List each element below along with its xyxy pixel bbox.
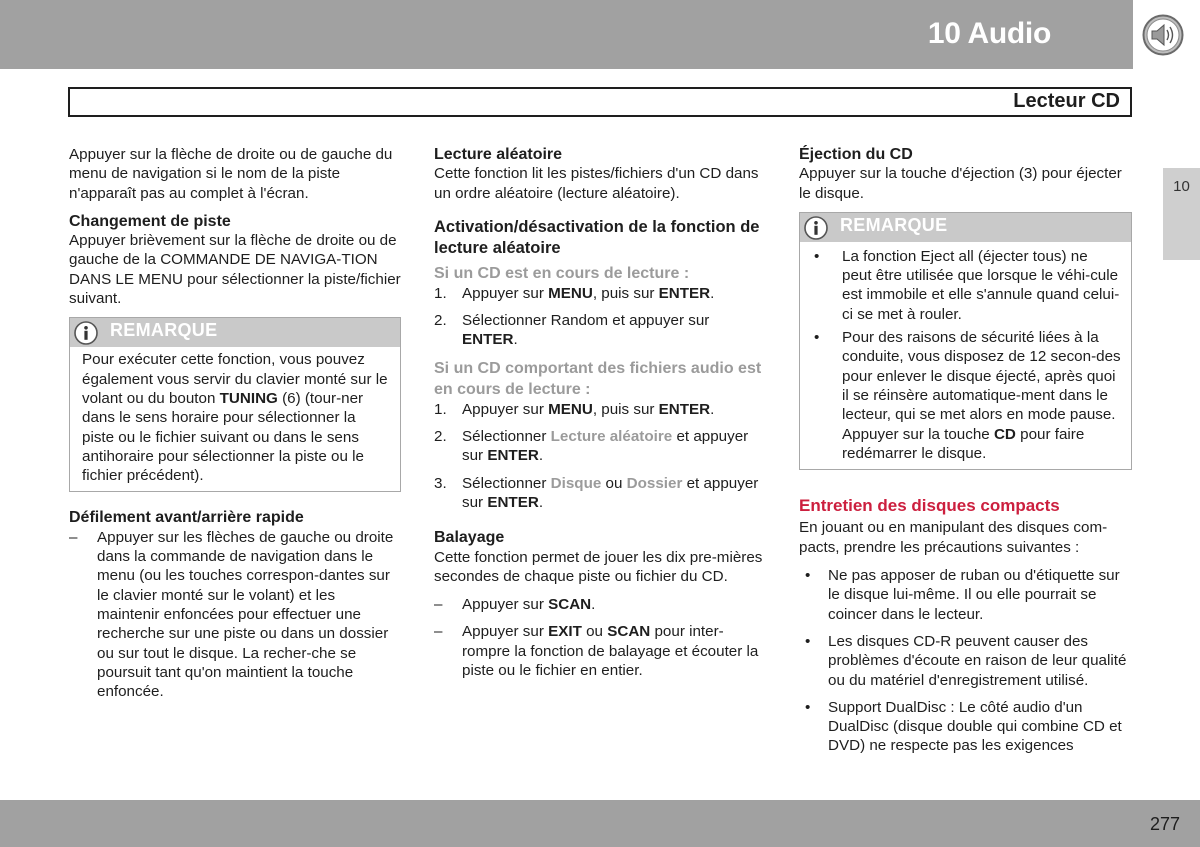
fast-scroll-section	[69, 508, 401, 701]
list-item-text: Support DualDisc : Le côté audio d'un DualDisc (disque double qui combine CD et DVD) ne respecte pas les exigences	[828, 698, 1122, 755]
menu-option: Dossier	[626, 474, 683, 492]
list-item	[434, 622, 768, 680]
list-item-text: Les disques CD-R peuvent causer des problèmes d'écoute en raison de leur qualité ou du matériel d'enregistrement utilisé.	[828, 632, 1127, 689]
list-item-text: Ne pas apposer de ruban ou d'étiquette sur le disque lui-même. Il ou elle pourrait se coincer dans le lecteur.	[828, 567, 1120, 623]
step-text: .	[538, 447, 544, 465]
section-title-box	[68, 87, 1132, 117]
list-item	[434, 284, 768, 303]
step-text: , puis sur	[592, 400, 659, 418]
section-title: Lecteur CD	[1013, 90, 1120, 112]
key-term: ENTER	[658, 400, 711, 418]
list-item	[434, 311, 768, 350]
scan-heading: Balayage	[434, 529, 505, 547]
case1-heading: Si un CD est en cours de lecture :	[434, 264, 690, 282]
step-number: 1.	[434, 400, 447, 418]
step-text: Sélectionner Random et appuyer sur	[462, 312, 710, 330]
menu-option: Disque	[550, 474, 602, 492]
note-text-part: Pour exécuter cette fonction, vous pouvez également vous servir du clavier monté sur le volant ou du bouton	[82, 351, 388, 407]
chapter-side-tab	[1163, 168, 1200, 260]
speaker-icon	[1142, 14, 1184, 56]
list-item-text: Pour des raisons de sécurité liées à la conduite, vous disposez de 12 secon-des pour enlever le disque éjecté, après quoi il se réinsère automatique-ment dans le lecteur, qui se met alors en mode pause. Appuyer sur la touche	[842, 329, 1121, 443]
list-item	[434, 474, 768, 513]
list-item	[799, 632, 1132, 690]
list-item-text: Appuyer sur	[462, 623, 549, 641]
eject-heading: Éjection du CD	[799, 146, 913, 163]
note-header	[800, 213, 1131, 242]
step-number: 2.	[434, 428, 447, 446]
step-text: Sélectionner	[462, 474, 551, 492]
key-term: ENTER	[462, 331, 514, 349]
note-body	[70, 347, 400, 491]
list-item	[69, 528, 401, 702]
step-text: , puis sur	[592, 284, 659, 302]
info-icon	[74, 321, 98, 345]
key-term: ENTER	[658, 284, 711, 302]
list-item-text: Appuyer sur les flèches de gauche ou droite dans la commande de navigation dans le menu (ou les touches correspon-dantes sur le clavier monté sur le volant) et les maintenir enfoncées pour effectuer une recherche sur une piste ou dans un dossier ou sur tout le disque. La recher-che se poursuit tant qu'on maintient la touche enfoncée.	[97, 528, 394, 701]
list-item	[434, 595, 768, 614]
cd-key-term: CD	[993, 425, 1016, 443]
track-change-heading: Changement de piste	[69, 212, 231, 230]
random-section	[434, 145, 768, 203]
step-text: Sélectionner	[462, 428, 551, 446]
eject-section	[799, 145, 1132, 203]
key-term: SCAN	[548, 596, 592, 614]
list-item-text: La fonction Eject all (éjecter tous) ne peut être utilisée que lorsque le véhi-cule est immobile et elle s'annule quand celui-ci se met à rouler.	[842, 247, 1120, 323]
care-text: En jouant ou en manipulant des disques com-pacts, prendre les précautions suivantes :	[799, 519, 1108, 556]
random-heading: Lecture aléatoire	[434, 146, 563, 163]
step-text: .	[710, 400, 715, 418]
note-body	[800, 242, 1131, 469]
info-icon	[804, 216, 828, 240]
note-title: REMARQUE	[110, 320, 218, 341]
list-item-text: ou	[581, 623, 608, 641]
list-item-text: pour faire redémarrer le disque.	[842, 425, 1085, 462]
dash-marker: –	[434, 596, 443, 614]
key-term: ENTER	[487, 493, 539, 511]
fast-scroll-heading: Défilement avant/arrière rapide	[69, 509, 304, 527]
key-term: MENU	[548, 400, 593, 418]
key-term: MENU	[548, 284, 593, 302]
step-number: 2.	[434, 312, 447, 330]
note-header	[70, 318, 400, 347]
note-text-part: (6) (tour-ner dans le sens horaire pour sélectionner la piste ou le fichier suivant ou dans le sens antihoraire pour sélectionner la piste ou le fichier précédent).	[82, 389, 364, 485]
eject-text: Appuyer sur la touche d'éjection (3) pour éjecter le disque.	[799, 165, 1122, 202]
list-item	[434, 427, 768, 466]
header-bar	[0, 0, 1133, 69]
care-heading: Entretien des disques compacts	[799, 496, 1060, 516]
key-term: EXIT	[548, 623, 582, 641]
case2-heading: Si un CD comportant des fichiers audio est en cours de lecture :	[434, 359, 762, 398]
column-1	[69, 145, 401, 709]
note-box-2	[799, 212, 1132, 470]
step-text: .	[710, 284, 715, 302]
care-section	[799, 496, 1132, 756]
column-2	[434, 145, 768, 688]
list-item	[812, 328, 1121, 463]
step-number: 3.	[434, 474, 447, 492]
side-tab-label: 10	[1173, 178, 1190, 195]
step-text: ou	[601, 474, 627, 492]
step-text: Appuyer sur	[462, 400, 549, 418]
list-item	[812, 247, 1121, 324]
intro-paragraph: Appuyer sur la flèche de droite ou de gauche du menu de navigation si le nom de la piste n'apparaît pas au complet à l'écran.	[69, 146, 393, 202]
menu-option: Lecture aléatoire	[550, 428, 673, 446]
step-text: Appuyer sur	[462, 284, 549, 302]
step-text: et appuyer sur	[462, 428, 749, 465]
page-number: 277	[1149, 814, 1180, 834]
list-item-text: .	[591, 596, 596, 614]
note-title: REMARQUE	[840, 214, 948, 235]
note-box-1	[69, 317, 401, 492]
track-change-section	[69, 212, 401, 308]
bullet-marker: •	[805, 567, 811, 585]
bullet-marker: •	[814, 247, 820, 265]
step-text: .	[513, 331, 518, 349]
footer-bar	[0, 800, 1200, 847]
key-term: ENTER	[487, 447, 539, 465]
key-term: SCAN	[607, 623, 651, 641]
list-item	[434, 400, 768, 419]
step-text: .	[538, 493, 544, 511]
step-text: et appuyer sur	[462, 474, 759, 511]
dash-marker: –	[434, 623, 443, 641]
scan-text: Cette fonction permet de jouer les dix pre-mières secondes de chaque piste ou fichier du CD.	[434, 548, 763, 585]
tuning-term: TUNING	[219, 389, 278, 407]
list-item	[799, 698, 1132, 756]
bullet-marker: •	[805, 698, 811, 716]
column-3	[799, 145, 1132, 764]
track-change-text: Appuyer brièvement sur la flèche de droite ou de gauche de la COMMANDE DE NAVIGA-TION DANS LE MENU pour sélectionner la piste/fichier suivant.	[69, 232, 401, 308]
list-item	[799, 566, 1132, 624]
list-item-text: Appuyer sur	[462, 596, 549, 614]
random-text: Cette fonction lit les pistes/fichiers d'un CD dans un ordre aléatoire (lecture aléatoire).	[434, 165, 759, 202]
step-number: 1.	[434, 284, 447, 302]
list-item-text: pour inter-rompre la fonction de balayage et écouter la piste ou le fichier en entier.	[462, 623, 759, 680]
activation-heading: Activation/désactivation de la fonction de lecture aléatoire	[434, 217, 760, 257]
dash-marker: –	[69, 528, 78, 546]
chapter-title: 10 Audio	[927, 17, 1051, 50]
bullet-marker: •	[814, 329, 820, 347]
scan-section	[434, 528, 768, 680]
bullet-marker: •	[805, 632, 811, 650]
